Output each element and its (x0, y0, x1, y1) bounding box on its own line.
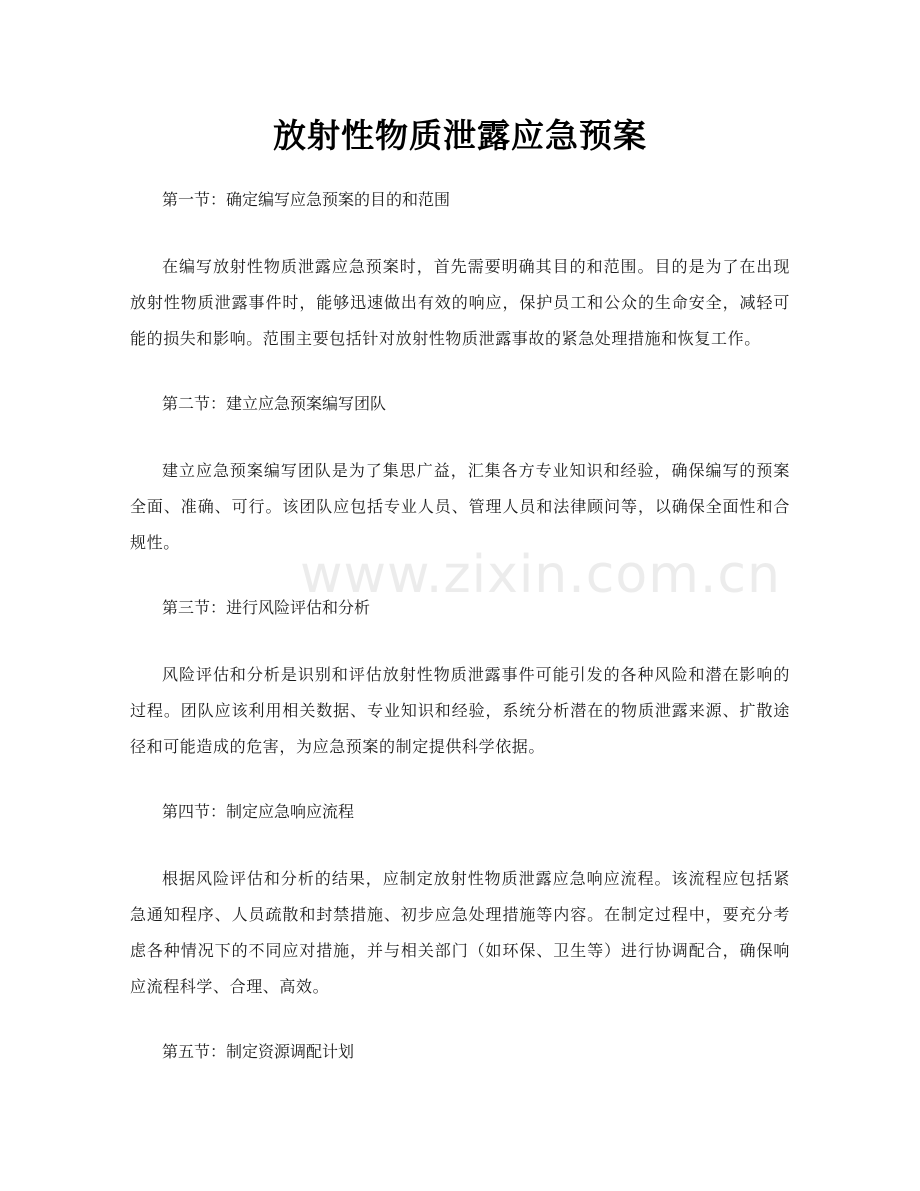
document-title: 放射性物质泄露应急预案 (273, 116, 647, 155)
section-paragraph-2: 建立应急预案编写团队是为了集思广益，汇集各方专业知识和经验，确保编写的预案全面、准确、可行。该团队应包括专业人员、管理人员和法律顾问等，以确保全面性和合规性。 (130, 461, 790, 552)
section-heading-4: 第四节：制定应急响应流程 (162, 802, 355, 821)
section-paragraph-1: 在编写放射性物质泄露应急预案时，首先需要明确其目的和范围。目的是为了在出现放射性物质泄露事件时，能够迅速做出有效的响应，保护员工和公众的生命安全，减轻可能的损失和影响。范围主要包括针对放射性物质泄露事故的紧急处理措施和恢复工作。 (130, 257, 790, 348)
watermark: www.zixin.com.cn (300, 545, 781, 605)
section-paragraph-3: 风险评估和分析是识别和评估放射性物质泄露事件可能引发的各种风险和潜在影响的过程。团队应该利用相关数据、专业知识和经验，系统分析潜在的物质泄露来源、扩散途径和可能造成的危害，为应急预案的制定提供科学依据。 (130, 665, 790, 756)
document-body (130, 183, 790, 1101)
section-heading-2: 第二节：建立应急预案编写团队 (162, 394, 387, 413)
section-heading-3: 第三节：进行风险评估和分析 (162, 598, 371, 617)
section-heading-1: 第一节：确定编写应急预案的目的和范围 (162, 190, 451, 209)
section-paragraph-4: 根据风险评估和分析的结果，应制定放射性物质泄露应急响应流程。该流程应包括紧急通知程序、人员疏散和封禁措施、初步应急处理措施等内容。在制定过程中，要充分考虑各种情况下的不同应对措施，并与相关部门（如环保、卫生等）进行协调配合，确保响应流程科学、合理、高效。 (130, 869, 790, 996)
section-heading-5: 第五节：制定资源调配计划 (162, 1042, 355, 1061)
